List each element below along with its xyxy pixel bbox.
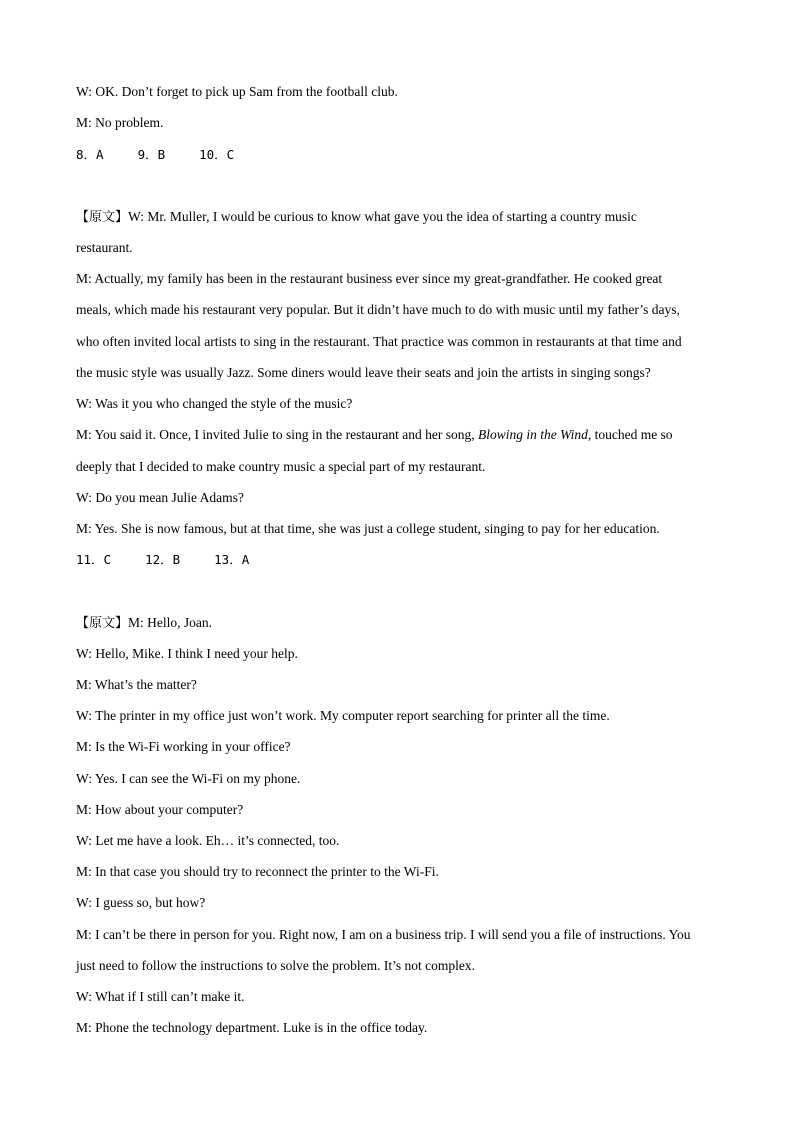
answer-item: 13．A: [214, 552, 250, 567]
passage-3-first-line: [76, 615, 726, 631]
original-text-tag: 【原文】: [76, 210, 129, 225]
dialogue-line: W: What if I still can’t make it.: [76, 989, 245, 1004]
dialogue-line: W: Let me have a look. Eh… it’s connected, too.: [76, 833, 340, 848]
dialogue-line: W: OK. Don’t forget to pick up Sam from the football club.: [76, 84, 398, 99]
dialogue-line: W: Mr. Muller, I would be curious to know what gave you the idea of starting a country music: [128, 209, 637, 224]
dialogue-line: W: Yes. I can see the Wi-Fi on my phone.: [76, 771, 301, 786]
dialogue-line-with-song: [76, 427, 726, 443]
dialogue-line: meals, which made his restaurant very popular. But it didn’t have much to do with music until my father’s days,: [76, 302, 680, 317]
answer-item: 10．C: [199, 147, 235, 162]
dialogue-line: M: Hello, Joan.: [128, 615, 213, 630]
dialogue-text: M: You said it. Once, I invited Julie to sing in the restaurant and her song,: [76, 427, 478, 442]
dialogue-line: M: How about your computer?: [76, 802, 244, 817]
answer-key-2: [76, 552, 726, 568]
dialogue-line: M: What’s the matter?: [76, 677, 197, 692]
dialogue-line: the music style was usually Jazz. Some diners would leave their seats and join the artists in singing songs?: [76, 365, 651, 380]
dialogue-line: restaurant.: [76, 240, 133, 255]
answer-key-1: [76, 147, 726, 163]
original-text-tag: 【原文】: [76, 616, 129, 631]
answer-item: 11．C: [76, 552, 112, 567]
passage-2-first-line: [76, 209, 726, 225]
dialogue-line: W: The printer in my office just won’t work. My computer report searching for printer all the time.: [76, 708, 610, 723]
dialogue-line: W: I guess so, but how?: [76, 895, 206, 910]
dialogue-line: just need to follow the instructions to solve the problem. It’s not complex.: [76, 958, 475, 973]
dialogue-line: M: Is the Wi-Fi working in your office?: [76, 739, 291, 754]
dialogue-line: M: Yes. She is now famous, but at that time, she was just a college student, singing to pay for her education.: [76, 521, 660, 536]
dialogue-line: M: No problem.: [76, 115, 164, 130]
dialogue-line: W: Hello, Mike. I think I need your help.: [76, 646, 298, 661]
answer-item: 9．B: [137, 147, 166, 162]
dialogue-line: W: Do you mean Julie Adams?: [76, 490, 244, 505]
answer-item: 8．A: [76, 147, 104, 162]
dialogue-line: M: I can’t be there in person for you. Right now, I am on a business trip. I will send you a file of instructions. You: [76, 927, 691, 942]
dialogue-line: M: In that case you should try to reconnect the printer to the Wi-Fi.: [76, 864, 439, 879]
dialogue-line: who often invited local artists to sing in the restaurant. That practice was common in restaurants at that time and: [76, 334, 682, 349]
dialogue-line: deeply that I decided to make country music a special part of my restaurant.: [76, 459, 486, 474]
dialogue-line: W: Was it you who changed the style of the music?: [76, 396, 353, 411]
dialogue-line: M: Actually, my family has been in the restaurant business ever since my great-grandfather. He cooked great: [76, 271, 663, 286]
dialogue-line: M: Phone the technology department. Luke is in the office today.: [76, 1020, 428, 1035]
song-title: Blowing in the Wind: [477, 427, 588, 442]
answer-item: 12．B: [145, 552, 181, 567]
dialogue-text: , touched me so: [587, 427, 673, 442]
